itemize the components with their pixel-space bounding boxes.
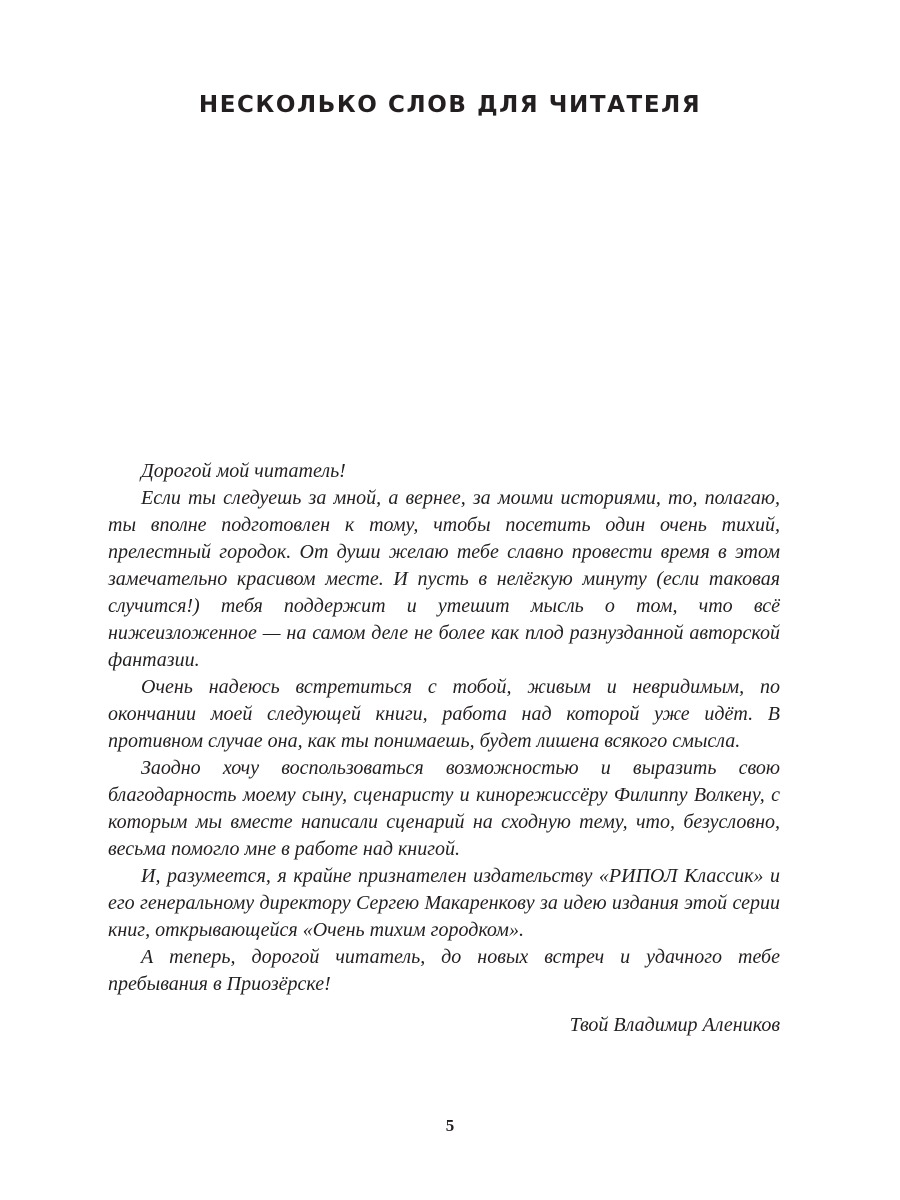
paragraph-2: Очень надеюсь встретиться с тобой, живым и невридимым, по окончании моей следующей книги, работа над которой уже идёт. В противном случае она, как ты понимаешь, будет лишена всякого смысла. bbox=[108, 676, 780, 752]
page-title: НЕСКОЛЬКО СЛОВ ДЛЯ ЧИТАТЕЛЯ bbox=[198, 92, 702, 118]
paragraph-5: А теперь, дорогой читатель, до новых встреч и удачного тебе пребывания в Приозёрске! bbox=[108, 946, 780, 995]
paragraph-3: Заодно хочу воспользоваться возможностью и выразить свою благодарность моему сыну, сценаристу и кинорежиссёру Филиппу Волкену, с которым мы вместе написали сценарий на сходную тему, что, безусловно, весьма помогло мне в работе над книгой. bbox=[108, 757, 780, 860]
paragraph-4: И, разумеется, я крайне признателен издательству «РИПОЛ Классик» и его генеральному директору Сергею Макаренкову за идею издания этой серии книг, открывающейся «Очень тихим городком». bbox=[108, 865, 780, 941]
paragraph-1: Если ты следуешь за мной, а вернее, за моими историями, то, полагаю, ты вполне подготовлен к тому, чтобы посетить один очень тихий, прелестный городок. От души желаю тебе славно провести время в этом замечательно красивом месте. И пусть в нелёгкую минуту (если таковая случится!) тебя поддержит и утешит мысль о том, что всё нижеизложенное — на самом деле не более как плод разнузданной авторской фантазии. bbox=[108, 487, 780, 671]
body-text bbox=[108, 458, 780, 998]
author-signature: Твой Владимир Алеников bbox=[569, 1014, 780, 1036]
page-number: 5 bbox=[445, 1116, 455, 1135]
paragraph-greeting: Дорогой мой читатель! bbox=[141, 460, 346, 482]
